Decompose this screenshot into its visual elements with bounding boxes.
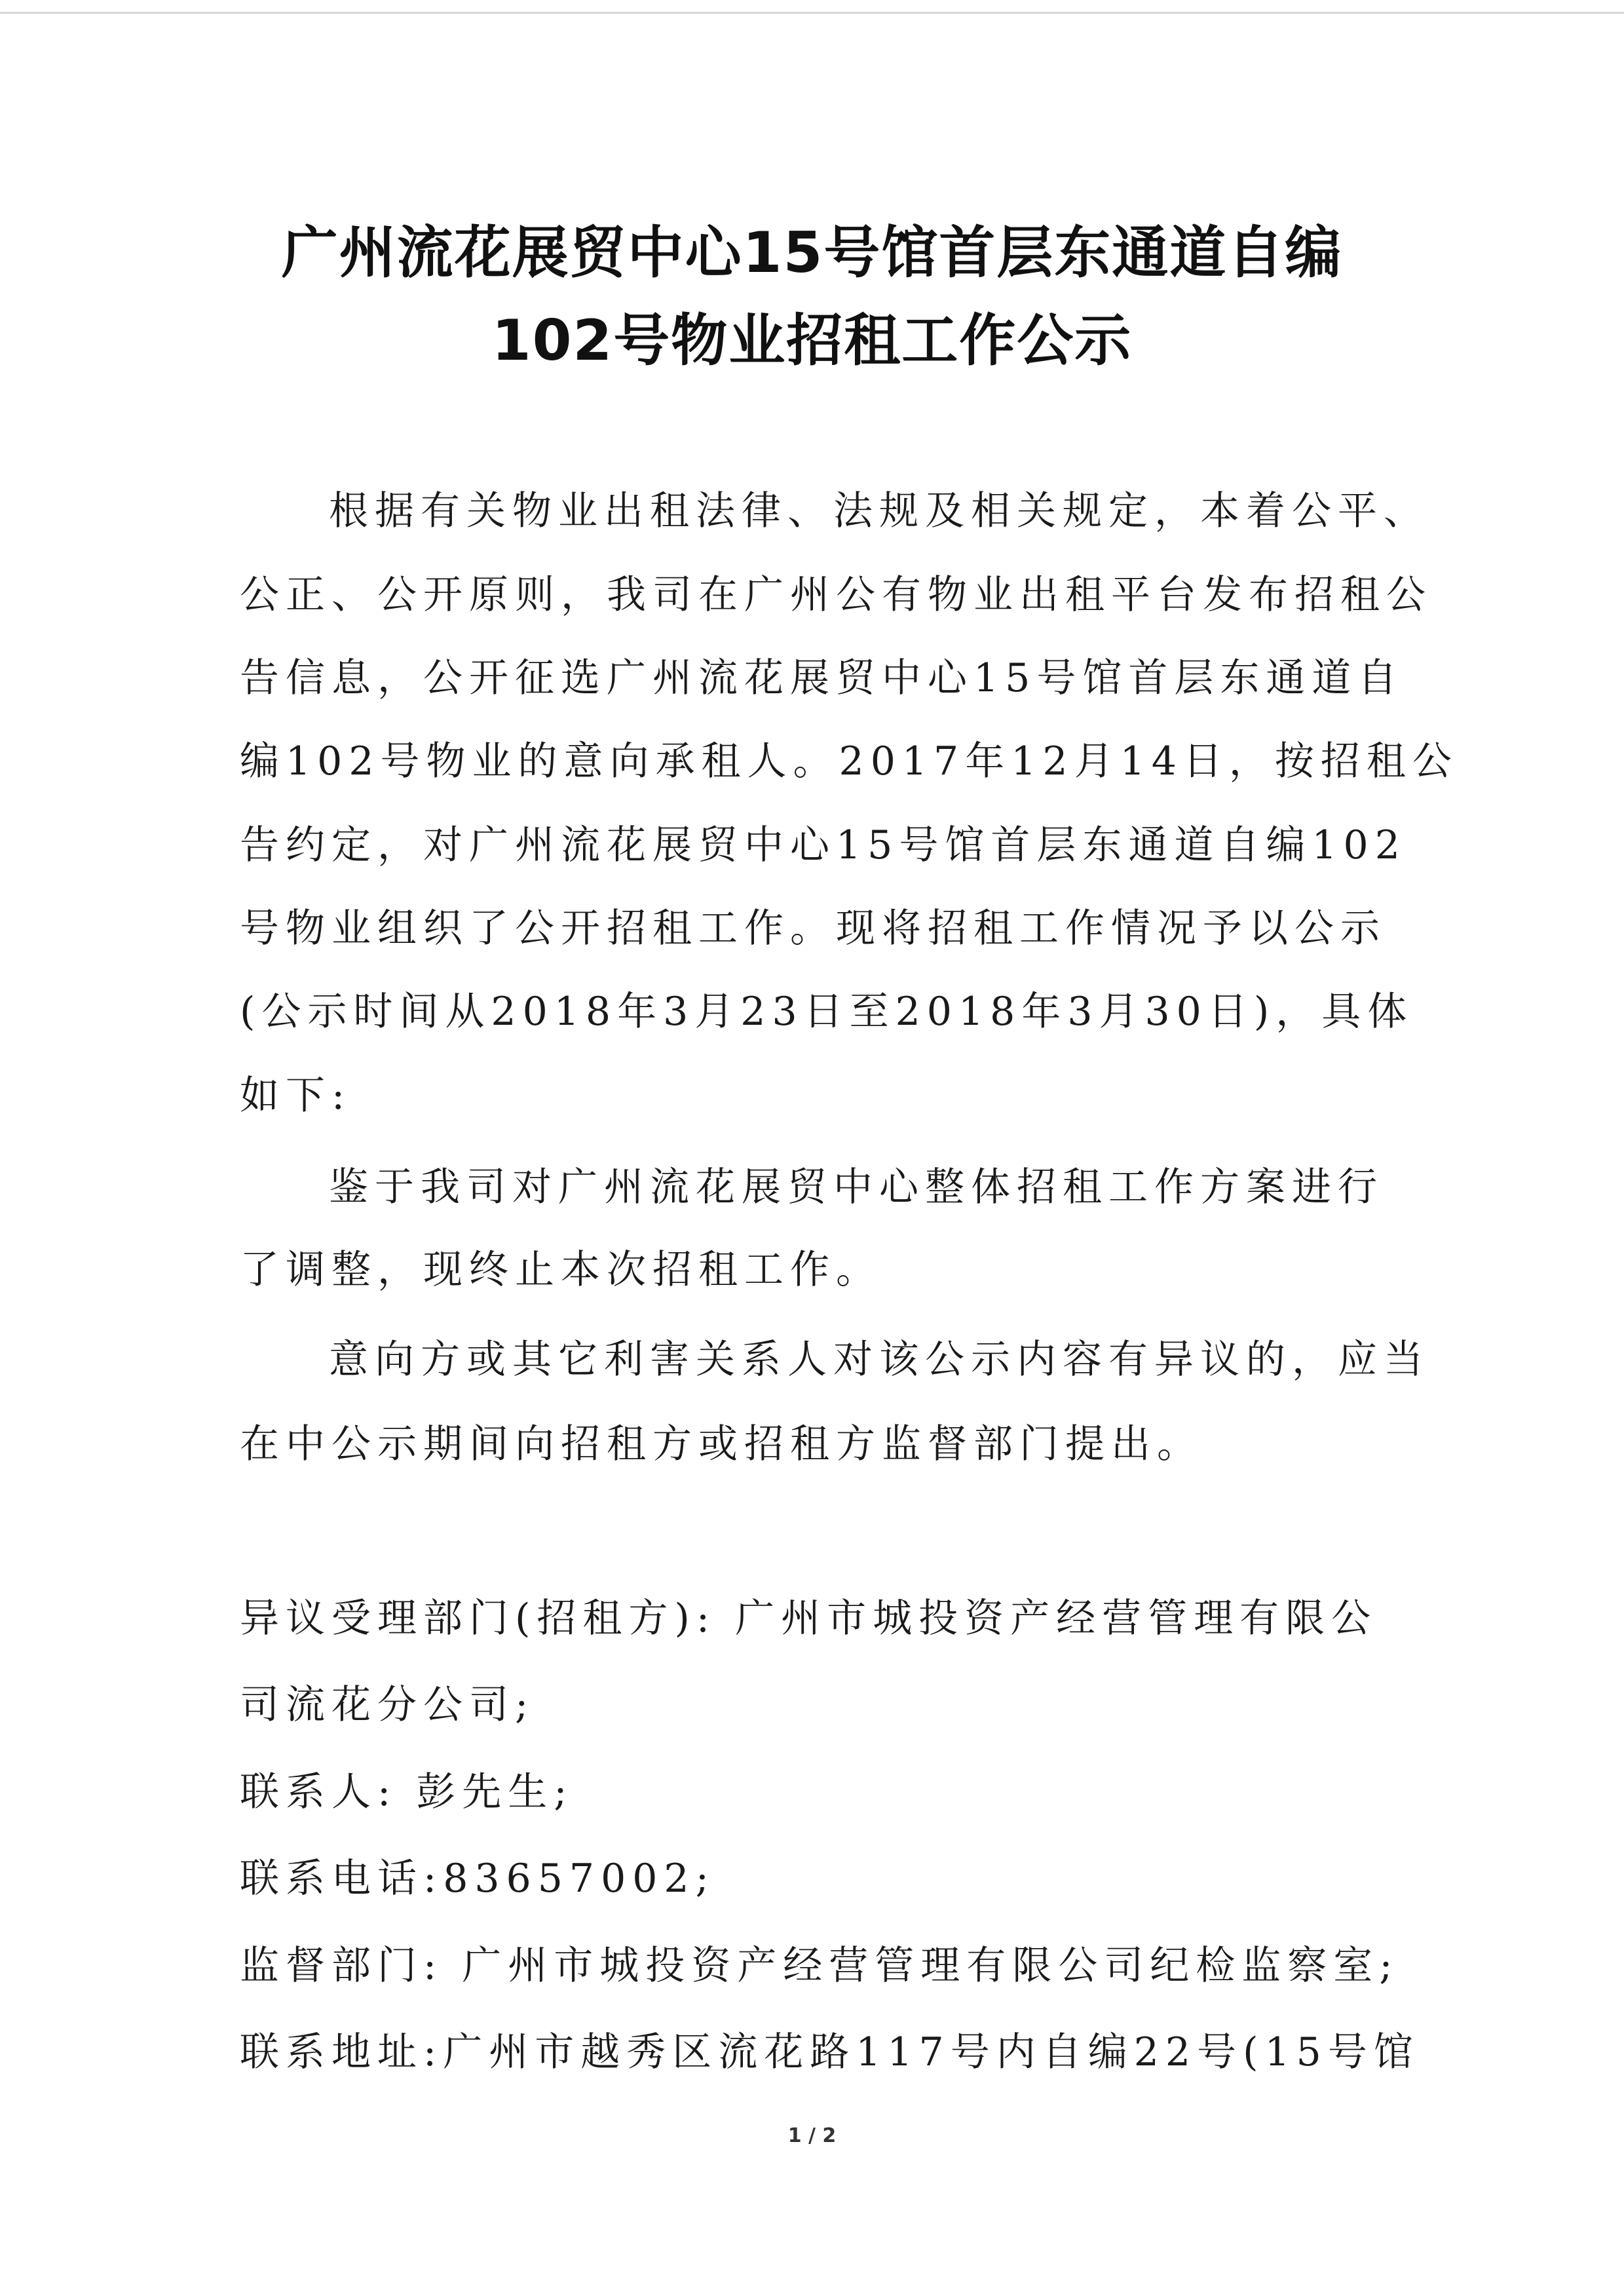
body-line: (公示时间从2018年3月23日至2018年3月30日)，具体 — [240, 989, 1414, 1035]
body-line: 意向方或其它利害关系人对该公示内容有异议的，应当 — [329, 1337, 1429, 1383]
body-line: 鉴于我司对广州流花展贸中心整体招租工作方案进行 — [329, 1164, 1384, 1210]
supervision-department-line: 监督部门: 广州市城投资产经营管理有限公司纪检监察室; — [240, 1943, 1399, 1989]
body-line: 如下: — [240, 1073, 352, 1119]
body-line: 号物业组织了公开招租工作。现将招租工作情况予以公示 — [240, 906, 1386, 951]
document-title-line-1: 广州流花展贸中心15号馆首层东通道自编 — [281, 220, 1343, 286]
page-number: 1 / 2 — [787, 2124, 837, 2147]
body-line: 告信息，公开征选广州流花展贸中心15号馆首层东通道自 — [240, 655, 1404, 701]
objection-department-line: 异议受理部门(招租方): 广州市城投资产经营管理有限公 — [240, 1596, 1378, 1641]
body-line: 公正、公开原则，我司在广州公有物业出租平台发布招租公 — [240, 572, 1432, 618]
body-line: 编102号物业的意向承租人。2017年12月14日，按招租公 — [240, 738, 1458, 784]
scan-edge-line — [0, 12, 1624, 14]
objection-department-line-continued: 司流花分公司; — [240, 1682, 535, 1728]
body-line: 根据有关物业出租法律、法规及相关规定，本着公平、 — [329, 488, 1429, 534]
contact-person-line: 联系人: 彭先生; — [240, 1769, 574, 1815]
contact-address-line: 联系地址:广州市越秀区流花路117号内自编22号(15号馆 — [240, 2029, 1420, 2075]
body-line: 了调整，现终止本次招租工作。 — [240, 1247, 882, 1293]
document-title-line-2: 102号物业招租工作公示 — [491, 308, 1133, 373]
body-line: 在中公示期间向招租方或招租方监督部门提出。 — [240, 1421, 1203, 1467]
body-line: 告约定，对广州流花展贸中心15号馆首层东通道自编102 — [240, 822, 1407, 868]
contact-phone-line: 联系电话:83657002; — [240, 1856, 715, 1902]
